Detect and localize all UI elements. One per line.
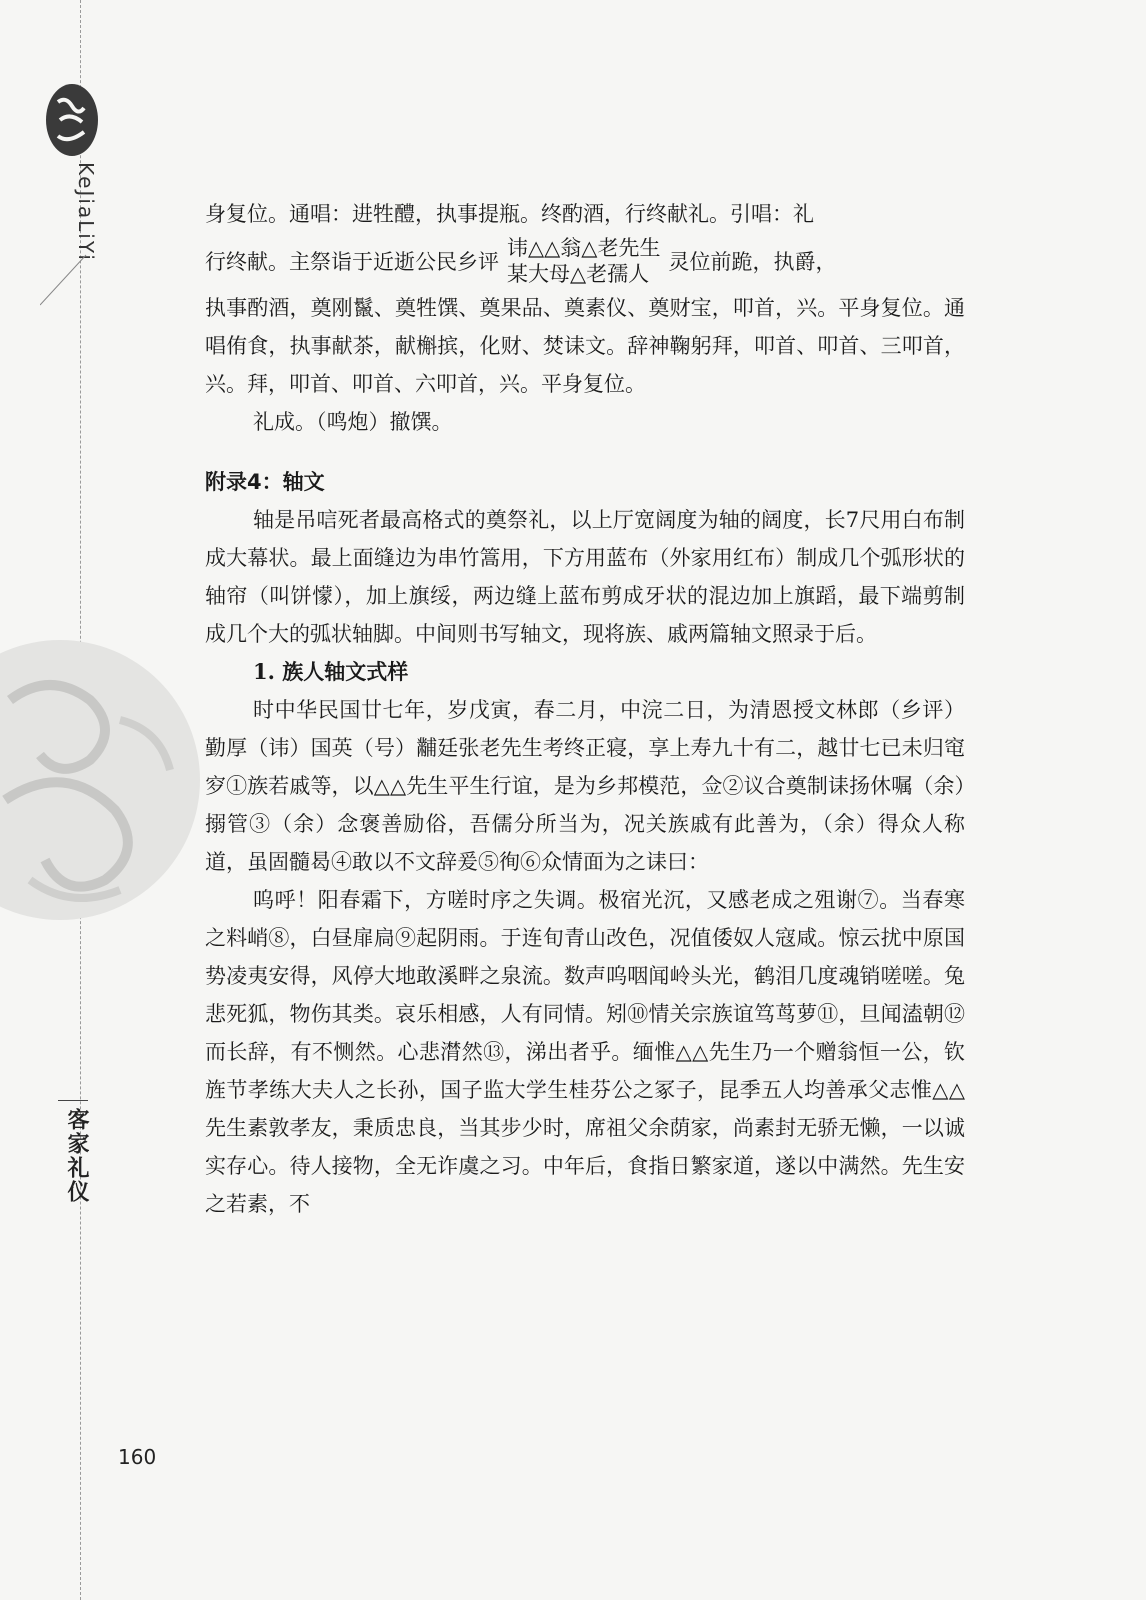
fraction-top: 讳△△翁△老先生 bbox=[507, 236, 661, 260]
fraction-stack bbox=[507, 235, 660, 287]
section-subheading: 1. 族人轴文式样 bbox=[253, 659, 409, 684]
fraction-post: 灵位前跪，执爵， bbox=[668, 250, 837, 274]
paragraph: 时中华民国廿七年，岁戊寅，春二月，中浣二日，为清恩授文林郎（乡评）勤厚（讳）国英（号）黼廷张老先生考终正寝，享上寿九十有二，越廿七已未归窀穸①族若戚等，以△△先生平生行谊，是为乡邦模范，佥②议合奠制诔扬休嘱（余）搦管③（余）念褒善励俗，吾儒分所当为，况关族戚有此善为，（余）得众人称道，虽固髓曷④敢以不文辞爰⑤徇⑥众情面为之诔曰： bbox=[205, 698, 965, 874]
paragraph: 礼成。（鸣炮）撤馔。 bbox=[253, 410, 453, 434]
paragraph: 执事酌酒，奠刚鬣、奠牲馔、奠果品、奠素仪、奠财宝，叩首，兴。平身复位。通唱侑食，执事献茶，献槲摈，化财、焚诔文。辞神鞠躬拜，叩首、叩首、三叩首，兴。拜，叩首、叩首、六叩首，兴。平身复位。 bbox=[205, 296, 965, 396]
page-number: 160 bbox=[118, 1445, 157, 1469]
decorative-line bbox=[40, 250, 90, 310]
paragraph: 呜呼！阳春霜下，方嗟时序之失调。极宿光沉，又感老成之殂谢⑦。当春寒之料峭⑧，白昼扉扃⑨起阴雨。于连旬青山改色，况值倭奴人寇咸。惊云扰中原国势凌夷安得，风停大地敢溪畔之泉流。数声呜咽闻岭头光，鹤泪几度魂销嗟嗟。兔悲死狐，物伤其类。哀乐相感，人有同情。矧⑩情关宗族谊笃茑萝⑪，旦闻溘朝⑫而长辞，有不恻然。心悲潸然⑬，涕出者乎。缅惟△△先生乃一个赠翁恒一公，钦旌节孝练大夫人之长孙，国子监大学生桂芬公之冢子，昆季五人均善承父志惟△△先生素敦孝友，秉质忠良，当其步少时，席祖父余荫家，尚素封无骄无懒，一以诚实存心。待人接物，全无诈虞之习。中年后，食指日繁家道，遂以中满然。先生安之若素，不 bbox=[205, 888, 965, 1216]
page-content bbox=[205, 195, 965, 1223]
text-line: 身复位。通唱：进牲醴，执事提瓶。终酌酒，行终献礼。引唱：礼 bbox=[205, 202, 814, 226]
fraction-line bbox=[205, 233, 965, 289]
fraction-pre: 行终献。主祭诣于近逝公民乡评 bbox=[205, 250, 499, 274]
seal-logo bbox=[42, 80, 102, 160]
decorative-ornament bbox=[0, 630, 200, 930]
paragraph: 轴是吊唁死者最高格式的奠祭礼，以上厅宽阔度为轴的阔度，长7尺用白布制成大幕状。最上面缝边为串竹篙用，下方用蓝布（外家用红布）制成几个弧形状的轴帘（叫饼懞），加上旗绥，两边缝上蓝布剪成牙状的混边加上旗蹈，最下端剪制成几个大的弧状轴脚。中间则书写轴文，现将族、戚两篇轴文照录于后。 bbox=[205, 508, 965, 646]
side-chinese-title: 客家礼仪 bbox=[64, 1108, 89, 1204]
side-english-title: KeJiaLiYi bbox=[74, 162, 98, 262]
appendix-title: 附录4：轴文 bbox=[205, 470, 325, 494]
side-divider bbox=[58, 1100, 88, 1101]
fraction-bottom: 某大母△老孺人 bbox=[507, 262, 650, 286]
